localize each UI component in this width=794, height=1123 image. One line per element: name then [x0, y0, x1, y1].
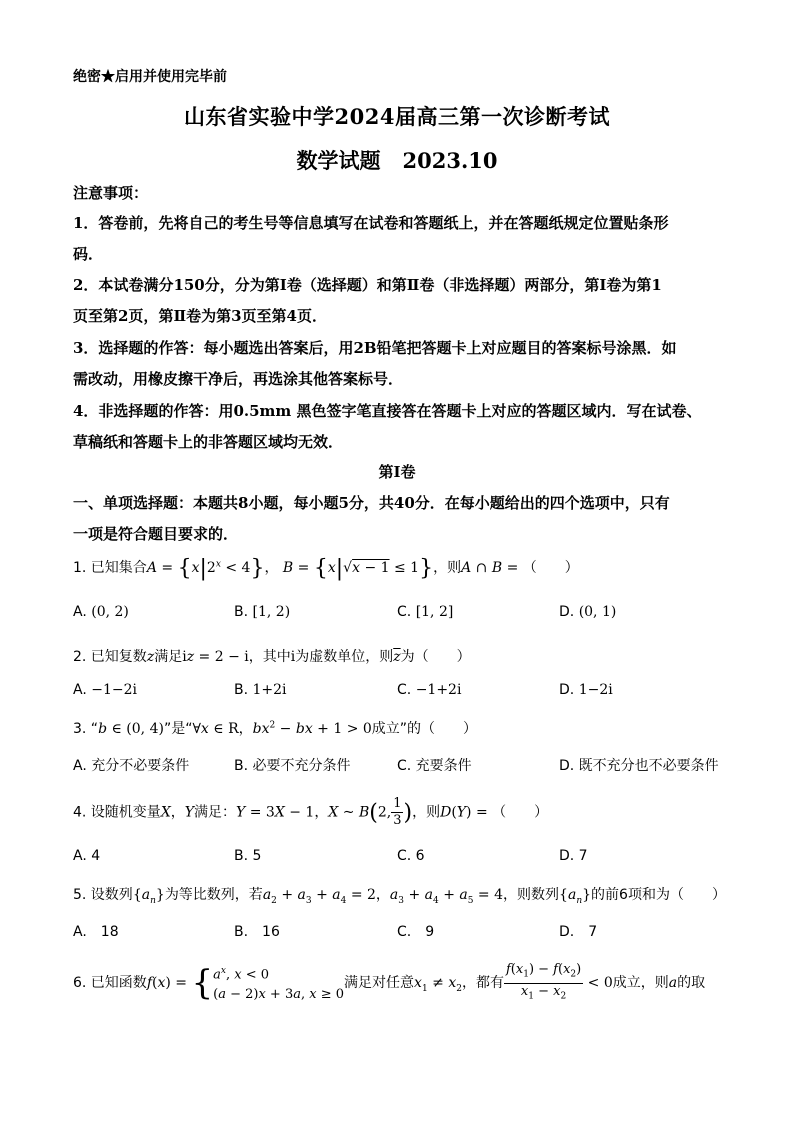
q2-option-b[interactable]: B. 1+2i: [234, 682, 287, 698]
q3-option-d[interactable]: D. 既不充分也不必要条件: [559, 758, 719, 774]
question-3: 3. “b ∈ (0, 4)”是“∀x ∈ R，$bx^2$ − bx + 1 > 0成立”的（ ）: [73, 720, 478, 737]
q1-option-a[interactable]: A. (0, 2): [73, 604, 129, 620]
q2-option-c[interactable]: C. −1+2i: [397, 682, 462, 698]
q3-option-a[interactable]: A. 充分不必要条件: [73, 758, 190, 774]
exam-title: 山东省实验中学2024届高三第一次诊断考试: [184, 104, 610, 129]
note-1-line-1: 1．答卷前，先将自己的考生号等信息填写在试卷和答题纸上，并在答题纸规定位置贴条形: [73, 214, 669, 232]
question-2: 2. 已知复数z满足iz = 2 − i，其中i为虚数单位，则$\overline{z}$为（ ）: [73, 649, 471, 665]
exam-date: 2023.10: [402, 148, 498, 173]
question-5: 5. 设数列$\{a_n\}$为等比数列，若$a_2 + a_3 + a_4 = 2$，$a_3 + a_4 + a_5 = 4$，则数列$\{a_n\}$的前6项和为（ ）: [73, 887, 726, 906]
q4-option-c[interactable]: C. 6: [397, 848, 425, 864]
note-4-line-1: 4．非选择题的作答：用0.5mm 黑色签字笔直接答在答题卡上对应的答题区域内．写在试卷、: [73, 402, 702, 420]
part-1-instructions-line-2: 一项是符合题目要求的．: [73, 525, 239, 543]
notes-heading: 注意事项：: [73, 184, 149, 202]
note-3-line-1: 3．选择题的作答：每小题选出答案后，用2B铅笔把答题卡上对应题目的答案标号涂黑．如: [73, 339, 677, 357]
q4-option-b[interactable]: B. 5: [234, 848, 262, 864]
q1-option-c[interactable]: C. [1, 2]: [397, 604, 454, 620]
q5-option-d[interactable]: D. 7: [559, 924, 598, 940]
q5-option-b[interactable]: B. 16: [234, 924, 280, 940]
q2-option-d[interactable]: D. 1−2i: [559, 682, 613, 698]
confidential-notice: 绝密★启用并使用完毕前: [73, 69, 227, 85]
note-1-line-2: 码．: [73, 245, 104, 263]
q1-option-b[interactable]: B. [1, 2): [234, 604, 291, 620]
note-2-line-1: 2．本试卷满分150分，分为第Ⅰ卷（选择题）和第Ⅱ卷（非选择题）两部分，第Ⅰ卷为第1: [73, 276, 662, 294]
q2-option-a[interactable]: A. −1−2i: [73, 682, 137, 698]
q5-option-c[interactable]: C. 9: [397, 924, 435, 940]
section-title: 第Ⅰ卷: [378, 463, 416, 481]
q4-option-a[interactable]: A. 4: [73, 848, 101, 864]
q1-option-d[interactable]: D. (0, 1): [559, 604, 617, 620]
question-1: 1. 已知集合$A = \{x|2^x < 4\}$， B = {x|√x − 1 ≤ 1}，则A ∩ B = （ ）: [73, 556, 579, 581]
note-4-line-2: 草稿纸和答题卡上的非答题区域均无效．: [73, 433, 344, 451]
q4-option-d[interactable]: D. 7: [559, 848, 588, 864]
q3-option-b[interactable]: B. 必要不充分条件: [234, 758, 351, 774]
q3-option-c[interactable]: C. 充要条件: [397, 758, 472, 774]
part-1-instructions-line-1: 一、单项选择题：本题共8小题，每小题5分，共40分．在每小题给出的四个选项中，只有: [73, 494, 670, 512]
exam-subtitle: [0, 145, 794, 175]
subject-label: 数学试题: [296, 148, 381, 173]
q5-option-a[interactable]: A. 18: [73, 924, 119, 940]
question-4: 4. 设随机变量X，Y满足：Y = 3X − 1，X ~ B(2, $\frac{1}{3}$ )，则D(Y) = （ ）: [73, 796, 549, 828]
note-2-line-2: 页至第2页，第Ⅱ卷为第3页至第4页．: [73, 307, 327, 325]
question-6: 6. 已知函数f(x) = { $a^x$, x < 0 (a − 2)x + 3a, x ≥ 0 满足对任意$x_1 \ne x_2$，都有 $\frac{f(x_1) - f(x_2)}{x_1 - x_2}$ < 0成立，则a的取: [73, 962, 706, 1004]
note-3-line-2: 需改动，用橡皮擦干净后，再选涂其他答案标号．: [73, 370, 404, 388]
